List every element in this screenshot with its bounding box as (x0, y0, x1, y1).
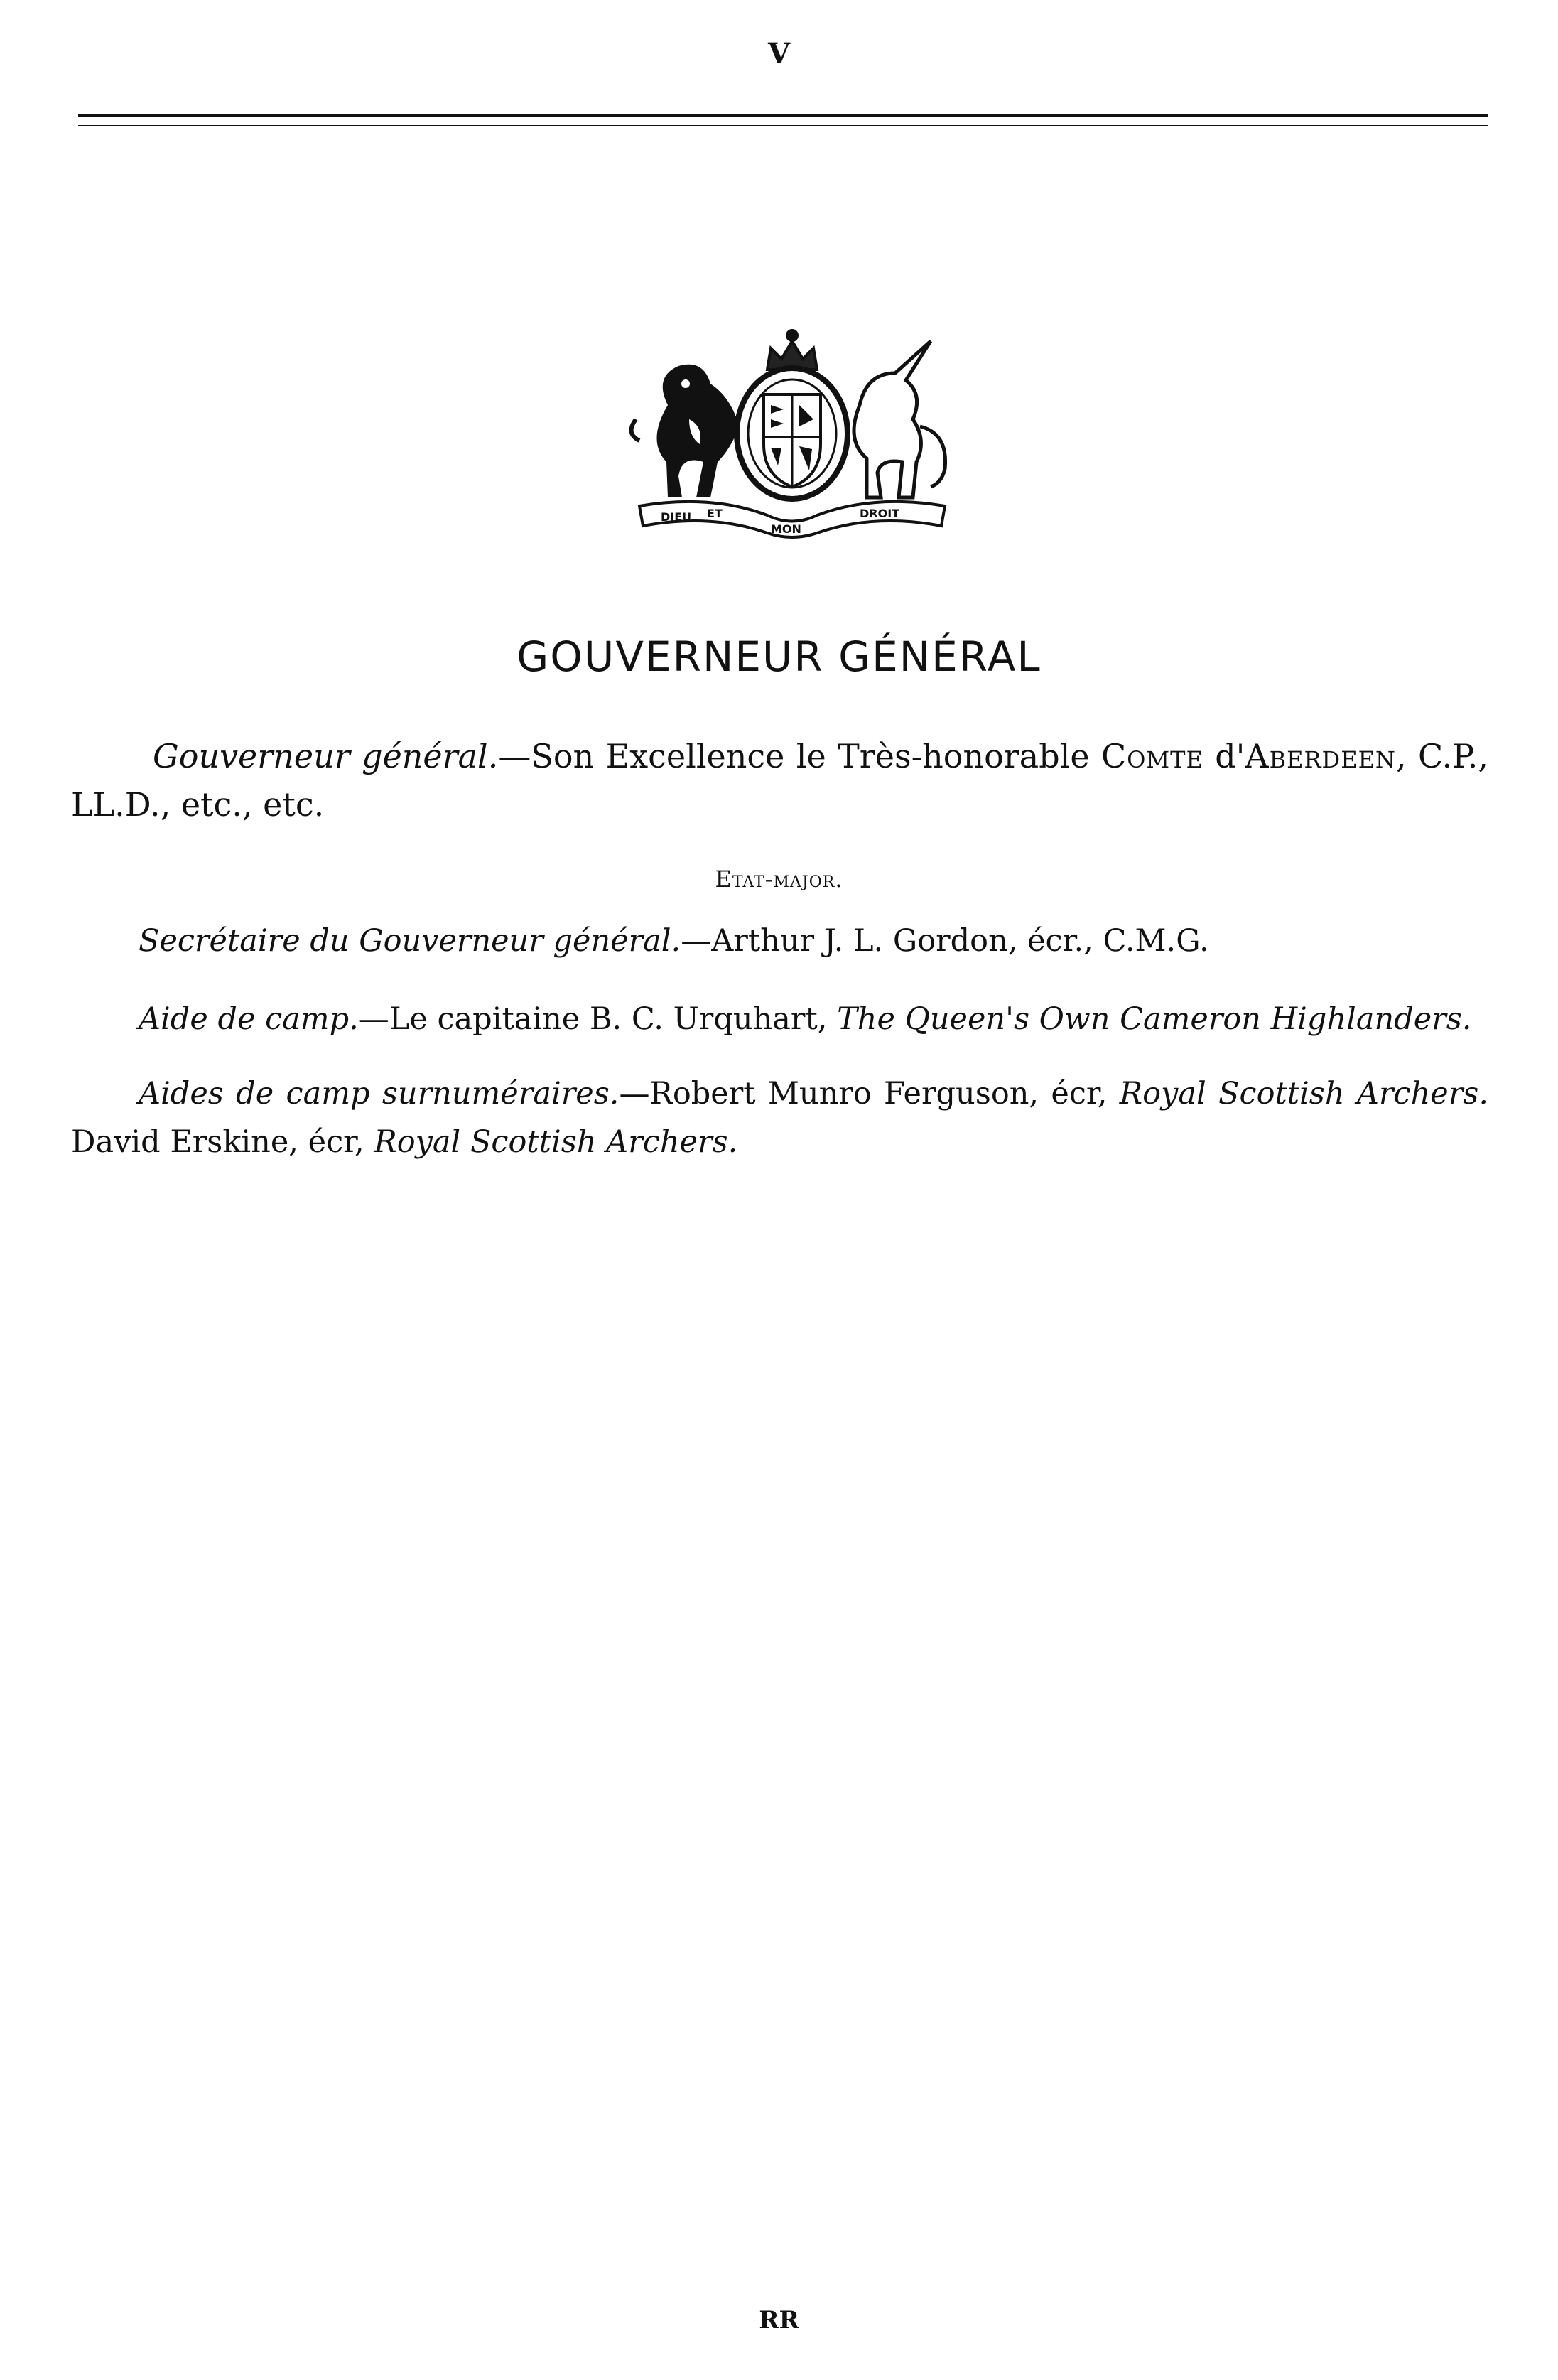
header-rule-thin (78, 125, 1488, 126)
page-number: V (767, 37, 791, 70)
secretary-role: Secrétaire du Gouverneur général. (139, 923, 681, 959)
extra-aides-text1: —Robert Munro Ferguson, écr, (619, 1076, 1120, 1111)
svg-text:ET: ET (707, 507, 723, 520)
governor-text3: , C.P., LL.D., etc., etc. (71, 737, 1489, 824)
extra-aides-entry (71, 1070, 1488, 1166)
extra-aides-unit2: Royal Scottish Archers. (374, 1124, 738, 1160)
header-rule (78, 114, 1488, 117)
secretary-entry (71, 917, 1488, 965)
staff-heading: Etat-major. (715, 866, 843, 893)
aide-text: —Le capitaine B. C. Urquhart, (358, 1001, 838, 1037)
page-heading: GOUVERNEUR GÉNÉRAL (516, 632, 1042, 681)
aide-regiment: The Queen's Own Cameron Highlanders. (837, 1001, 1472, 1037)
governor-text2: d' (1203, 737, 1245, 775)
governor-title: Comte (1100, 737, 1203, 775)
governor-dash: — (498, 737, 531, 775)
extra-aides-role: Aides de camp surnuméraires. (139, 1076, 620, 1111)
governor-name: Aberdeen (1245, 737, 1396, 775)
aide-entry (71, 995, 1488, 1043)
svg-text:MON: MON (771, 522, 801, 536)
secretary-text: —Arthur J. L. Gordon, écr., C.M.G. (681, 923, 1209, 959)
aide-role: Aide de camp. (139, 1001, 359, 1037)
royal-coat-of-arms-icon (625, 320, 959, 540)
governor-text: Son Excellence le Très-honorable (531, 737, 1101, 775)
governor-role: Gouverneur général. (153, 737, 499, 775)
svg-text:DROIT: DROIT (860, 507, 900, 520)
svg-text:DIEU: DIEU (661, 510, 692, 524)
extra-aides-unit1: Royal Scottish Archers. (1119, 1076, 1488, 1111)
signature-mark: RR (759, 2306, 799, 2335)
extra-aides-text2: David Erskine, écr, (71, 1124, 374, 1160)
governor-entry (71, 732, 1488, 829)
